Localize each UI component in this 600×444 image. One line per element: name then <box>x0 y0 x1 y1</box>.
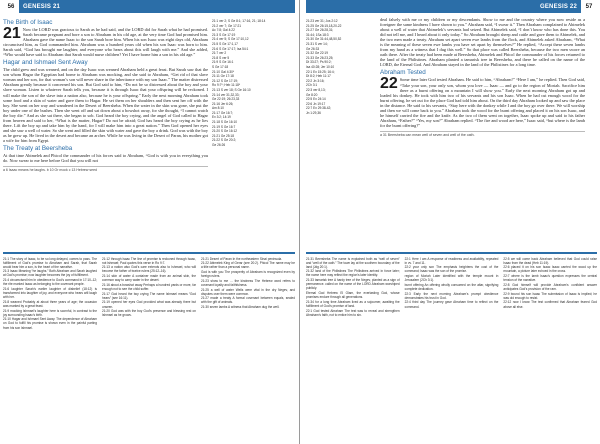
study-note: 22:7 where is the lamb Isaac’s question expresses the central tension of the narrative. <box>503 274 598 283</box>
left-page-body <box>3 17 295 172</box>
scripture-text: The child grew and was weaned, and on the day Isaac was weaned Abraham held a great feast. But Sarah saw that the son whom Hagar the Egyptian had borne to Abraham was mocking, and she said to Abraham, “Get rid of that slave woman and her son, for that woman’s son will never share in the inheritance with my son Isaac.” The matter distressed Abraham greatly because it concerned his son. But God said to him, “Do not be so distressed about the boy and your slave woman. Listen to whatever Sarah tells you, because it is through Isaac that your offspring will be reckoned. I will make the son of the slave into a nation also, because he is your offspring.” Early the next morning Abraham took some food and a skin of water and gave them to Hagar. He set them on her shoulders and then sent her off with the boy. She went on her way and wandered in the Desert of Beersheba. When the water in the skin was gone, she put the boy under one of the bushes. Then she went off and sat down about a bowshot away, for she thought, “I cannot watch the boy die.” And as she sat there, she began to sob. God heard the boy crying, and the angel of God called to Hagar from heaven and said to her, “What is the matter, Hagar? Do not be afraid; God has heard the boy crying as he lies there. Lift the boy up and take him by the hand, for I will make him into a great nation.” Then God opened her eyes and she saw a well of water. So she went and filled the skin with water and gave the boy a drink. God was with the boy as he grew up. He lived in the desert and became an archer. While he was living in the Desert of Paran, his mother got a wife for him from Egypt. <box>3 67 208 143</box>
study-note: 22:1 God tested Abraham The test was to reveal and strengthen Abraham’s faith, not to entice him to sin. <box>306 308 400 317</box>
study-note: 21:19 opened her eyes God provided what was already there but unseen. <box>102 300 196 309</box>
cross-reference: 22:3 ver 8,13; <box>306 87 326 92</box>
study-notes <box>3 246 295 444</box>
cross-reference: 21:7 ver 2 <box>212 51 227 56</box>
study-note: 22:1 Here I am A response of readiness and availability, repeated in vv. 7 and 11. <box>404 256 499 265</box>
cross-reference: 21:17 Ge 16:7; <box>212 110 234 115</box>
right-page <box>300 0 600 444</box>
section-heading: Hagar and Ishmael Sent Away <box>3 59 88 67</box>
study-note: 22:3 Early the next morning Abraham’s prompt obedience demonstrates his trust in God. <box>404 291 499 300</box>
chapter-number: 22 <box>380 75 398 93</box>
study-note: 21:8 weaned Probably at about three years of age; the occasion was marked by a great feast. <box>3 299 97 308</box>
study-note: 22:2 your only son The emphasis heightens the cost of the command; Isaac was the son of the promise. <box>404 265 499 274</box>
page-number: 56 <box>3 0 19 13</box>
cross-reference: Isa 40:28; Jer 10:10 <box>306 64 335 69</box>
running-head: GENESIS 22 <box>306 0 581 13</box>
cross-reference: Dt 8:2; Heb 11:17 <box>306 74 331 79</box>
section-heading: Abraham Tested <box>380 69 426 77</box>
cross-reference: 21:20 S Ge 16:12 <box>212 129 237 134</box>
scripture-paragraph <box>380 77 585 127</box>
cross-reference-column <box>306 17 376 137</box>
cross-reference: 21:3 S Ge 17:19 <box>212 32 236 37</box>
scripture-paragraph <box>380 17 585 67</box>
study-note: 22:12 now I know The test confirmed that Abraham feared God above all else. <box>503 300 598 309</box>
study-note: 21:23 show to me … the kindness The Hebrew word refers to covenant loyalty and faithfulness. <box>201 278 295 287</box>
cross-reference: 21:30 Ge 31:44,48,50,52 <box>306 37 342 42</box>
scripture-text: Some time later God tested Abraham. He said to him, “Abraham!” “Here I am,” he replied. Then God said, “Take your son, your only son, whom you love — Isaac — and go to the region of Moriah. Sacrifice him there as a burnt offering on a mountain I will show you.” Early the next morning Abraham got up and loaded his donkey. He took with him two of his servants and his son Isaac. When he had cut enough wood for the burnt offering, he set out for the place God had told him about. On the third day Abraham looked up and saw the place in the distance. He said to his servants, “Stay here with the donkey while I and the boy go over there. We will worship and then we will come back to you.” Abraham took the wood for the burnt offering and placed it on his son Isaac, and he himself carried the fire and the knife. As the two of them went on together, Isaac spoke up and said to his father Abraham, “Father?” “Yes, my son?” Abraham replied. “The fire and wood are here,” Isaac said, “but where is the lamb for the burnt offering?” <box>380 77 585 128</box>
cross-reference: 21:21 Ge 25:18 <box>212 133 234 138</box>
study-note: 21:34 for a long time Abraham lived as a sojourner, awaiting the fulfillment of God’s promise of land. <box>306 299 400 308</box>
cross-reference: 21:10 Gal 4:30* <box>212 69 235 74</box>
study-note: 21:27 made a treaty A formal covenant between equals, sealed with the gift of animals. <box>201 296 295 305</box>
cross-reference: 21:6 S Ge 17:17; Isa 54:1 <box>212 46 249 51</box>
left-page-header <box>3 0 295 13</box>
study-note: 22:5 we will come back Abraham believed that God could raise Isaac from the dead (Heb 11:19). <box>503 256 598 265</box>
cross-reference: Ge 8:20 <box>306 92 318 97</box>
cross-reference: 2Ch 3:1 <box>306 83 318 88</box>
study-notes-rule <box>3 252 295 254</box>
study-note: 21:20 God was with the boy God’s presence and blessing rest on Ishmael as he grows. <box>102 309 196 318</box>
cross-reference: Ge 26:26 <box>212 143 226 148</box>
cross-reference: 21:23 ver 31; Jos 2:12 <box>306 19 338 23</box>
cross-reference: 22:7 Ex 29:38-42; <box>306 106 332 111</box>
cross-reference: 21:8 S ver 5 <box>212 55 230 60</box>
study-note: 21:9 mocking Ishmael’s laughter here is scornful, in contrast to the joy surrounding Isaac’s birth. <box>3 308 97 317</box>
study-note: 21:32 land of the Philistines The Philistines arrived in force later; the name here may reflect the region’s later identity. <box>306 269 400 278</box>
cross-reference: Dt 33:27; Ps 90:2; <box>306 60 332 65</box>
study-note: 21:13 a nation also God’s care extends also to Ishmael, who will become the father of twelve rulers (25:12–16). <box>102 265 196 274</box>
scripture-text: deal falsely with me or my children or my descendants. Show to me and the country where you now reside as a foreigner the same kindness I have shown to you.” Abraham said, “I swear it.” Then Abraham complained to Abimelek about a well of water that Abimelek’s servants had seized. But Abimelek said, “I don’t know who has done this. You did not tell me, and I heard about it only today.” So Abraham brought sheep and cattle and gave them to Abimelek, and the two men made a treaty. Abraham set apart seven ewe lambs from the flock, and Abimelek asked Abraham, “What is the meaning of these seven ewe lambs you have set apart by themselves?” He replied, “Accept these seven lambs from my hand as a witness that I dug this well.” So that place was called Beersheba, because the two men swore an oath there. After the treaty had been made at Beersheba, Abimelek and Phicol the commander of his forces returned to the land of the Philistines. Abraham planted a tamarisk tree in Beersheba, and there he called on the name of the LORD, the Eternal God. And Abraham stayed in the land of the Philistines for a long time. <box>380 17 585 68</box>
study-notes-column <box>201 257 295 331</box>
running-head: GENESIS 21 <box>19 0 295 13</box>
cross-reference: 21:18 S Ge 16:10 <box>212 120 237 125</box>
footnotes: a 6 Isaac means he laughs. b 10 Or mock c 13 Hebrew seed <box>3 166 208 172</box>
page-number: 57 <box>581 0 597 13</box>
right-page-header <box>306 0 597 13</box>
cross-reference: 21:22 S Ge 20:2; <box>212 138 237 143</box>
cross-reference: 22:1 Ex 15:25; 16:4; <box>306 69 335 74</box>
study-note: 22:8 God himself will provide Abraham’s confident answer anticipates God’s provision of the ram. <box>503 282 598 291</box>
study-note: 21:16 about a bowshot away Perhaps a hundred yards or more, far enough not to see the child suffer. <box>102 282 196 291</box>
cross-reference: Ac 7:8; Gal 4:22 <box>212 28 235 33</box>
study-note: region of Moriah Later identified with the temple mount in Jerusalem (2Ch 3:1). <box>404 274 499 283</box>
cross-reference: 21:33 Ge 26:23,25; <box>306 55 334 60</box>
cross-reference: 21:31 S ver 14; <box>306 41 328 46</box>
study-note: 21:6 laughter Sarah’s earlier laughter of disbelief (18:12) is transformed into laughter of joy, and everyone who hears will laugh with her. <box>3 286 97 300</box>
section-heading: The Birth of Isaac <box>3 19 53 26</box>
study-note: 21:1 The story of Isaac, to be so long delayed, comes to pass. The fulfillment of God’s promise to Abraham and Sarah, that Sarah would bear him a son, is the heart of the narrative. <box>3 256 97 269</box>
study-note: 21:22 Abimelek King of Gerar (see 20:2). Phicol The name may be a title rather than a personal name. <box>201 261 295 270</box>
study-notes-rule <box>306 252 597 254</box>
study-note: 21:31 Beersheba The name is explained both as “well of seven” and “well of the oath.” The town lay at the southern boundary of the land (Jdg 20:1). <box>306 256 400 269</box>
cross-reference: 21:16 Jer 6:26; <box>212 101 234 106</box>
study-note: 21:14 skin of water A container made from an animal skin, the common way to carry water in the desert. <box>102 274 196 283</box>
study-note: 21:12 through Isaac The line of promise is reckoned through Isaac, not Ishmael; Paul quotes this verse in Ro 9:7. <box>102 256 196 265</box>
study-note: 22:4 third day The journey gave Abraham time to reflect on the command. <box>404 300 499 309</box>
scripture-text: At that time Abimelek and Phicol the commander of his forces said to Abraham, “God is with you in everything you do. Now swear to me here before God that you will not <box>3 152 208 164</box>
right-page-body <box>306 17 597 137</box>
cross-reference: 21:19 S Ge 16:7 <box>212 124 236 129</box>
study-notes-column <box>503 257 597 318</box>
study-note: burnt offering An offering wholly consumed on the altar, signifying complete dedication. <box>404 282 499 291</box>
scripture-text: Now the LORD was gracious to Sarah as he had said, and the LORD did for Sarah what he had promised. Sarah became pregnant and bore a son to Abraham in his old age, at the very time God had promised him. Abraham gave the name Isaac to the son Sarah bore him. When his son Isaac was eight days old, Abraham circumcised him, as God commanded him. Abraham was a hundred years old when his son Isaac was born to him. Sarah said, “God has brought me laughter, and everyone who hears about this will laugh with me.” And she added, “Who would have said to Abraham that Sarah would nurse children? Yet I have borne him a son in his old age.” <box>3 27 208 58</box>
cross-reference: 22:6 Jn 19:17 <box>306 101 326 106</box>
chapter-number: 21 <box>3 25 21 42</box>
cross-reference: Ge 26:33 <box>306 46 320 51</box>
cross-reference: 21:9 S Ge 16:1 <box>212 60 234 65</box>
study-note: 21:17 God heard the boy crying The name Ishmael means “God hears” (see 16:11). <box>102 291 196 300</box>
cross-reference: 21:5 S Ge 17:1,17 <box>212 41 238 46</box>
cross-reference: Ro 9:7*; Heb 11:18* <box>212 83 241 88</box>
study-notes-column <box>102 257 196 331</box>
study-note: 21:21 Desert of Paran In the northeastern Sinai peninsula. <box>201 256 283 261</box>
study-note: 22:9 bound his son Isaac The submission of Isaac is implied; he was old enough to resist. <box>503 291 598 300</box>
cross-reference: Jn 1:29,36 <box>306 110 321 115</box>
study-note: God is with you The prosperity of Abraham is recognized even by foreign rulers. <box>201 269 295 279</box>
cross-reference: 21:13 S ver 18; S Ge 16:10 <box>212 87 251 92</box>
study-notes <box>306 246 597 444</box>
cross-reference: Ge 22:19; 26:23,33 <box>212 97 240 102</box>
cross-reference: 21:1 ver 2; S Ge 8:1; 17:16, 21; 18:14 <box>212 19 266 23</box>
cross-reference: 22:2 Jn 3:16; <box>306 78 325 83</box>
scripture-column <box>380 17 585 137</box>
scripture-column <box>3 17 208 172</box>
footnotes: a 31 Beersheba can mean well of seven and well of the oath. <box>380 131 585 137</box>
cross-reference: 21:25 Ge 26:15,18,20-22 <box>306 23 342 28</box>
cross-reference: 22:5 Ex 24:14 <box>306 97 326 102</box>
cross-reference: S Ge 17:18 <box>212 64 229 69</box>
cross-reference: 21:27 Ge 26:28,31; <box>306 28 334 33</box>
scripture-paragraph <box>3 153 208 163</box>
cross-reference: Ex 3:2; 14:19 <box>212 115 231 120</box>
study-note: 21:25 a well of water Wells were vital in the dry Negev, and disputes over them were common. <box>201 287 295 296</box>
cross-reference: 21:32 Ge 22:19 <box>306 51 328 56</box>
cross-reference: 21:2 ver 7; Ge 17:21 <box>212 23 242 28</box>
scripture-paragraph <box>3 67 208 143</box>
study-note: 21:33 tamarisk tree A hardy tree of the Negev, planted as a sign of permanence. called on the name of the LORD Abraham worshiped publicly. <box>306 278 400 291</box>
cross-reference: 21:14 ver 31,32,33; <box>212 92 240 97</box>
cross-reference: 31:44; 1Sa 18:3 <box>306 32 329 37</box>
study-note: Eternal God Hebrew El Olam, the everlasting God, whose promises endure through all generations. <box>306 291 400 300</box>
study-note: 22:6 placed it on his son Isaac Isaac carried the wood up the mountain, a picture later echoed in the cross. <box>503 265 598 274</box>
cross-reference: 21:12 S Ge 17:19; <box>212 78 238 83</box>
study-note: 21:10 Hagar and Ishmael Sent Away. The dependence of Abraham on God to fulfill his promise is shown even in the painful parting from his son Ishmael. <box>3 317 97 330</box>
study-note: 21:3 Isaac Meaning “he laughs.” Both Abraham and Sarah laughed at God’s promise; now laughter becomes the joy of fulfillment. <box>3 269 97 278</box>
cross-reference: 21:4 ver 5; S Ge 17:10,12 <box>212 37 249 42</box>
study-note: 21:30 seven lambs A witness that Abraham dug the well. <box>201 305 280 310</box>
cross-reference: 21:11 Ge 17:18 <box>212 74 234 79</box>
cross-reference-column <box>212 17 282 172</box>
section-heading: The Treaty at Beersheba <box>3 144 73 152</box>
scripture-paragraph <box>3 27 208 57</box>
study-note: 21:4 circumcised him In obedience to God’s command in 17:10–12; the rite marked Isaac as belonging to the covenant people. <box>3 278 97 287</box>
study-notes-column <box>3 257 97 331</box>
study-notes-column <box>405 257 499 318</box>
study-notes-column <box>306 257 400 318</box>
cross-reference: Am 8:10 <box>212 106 224 111</box>
